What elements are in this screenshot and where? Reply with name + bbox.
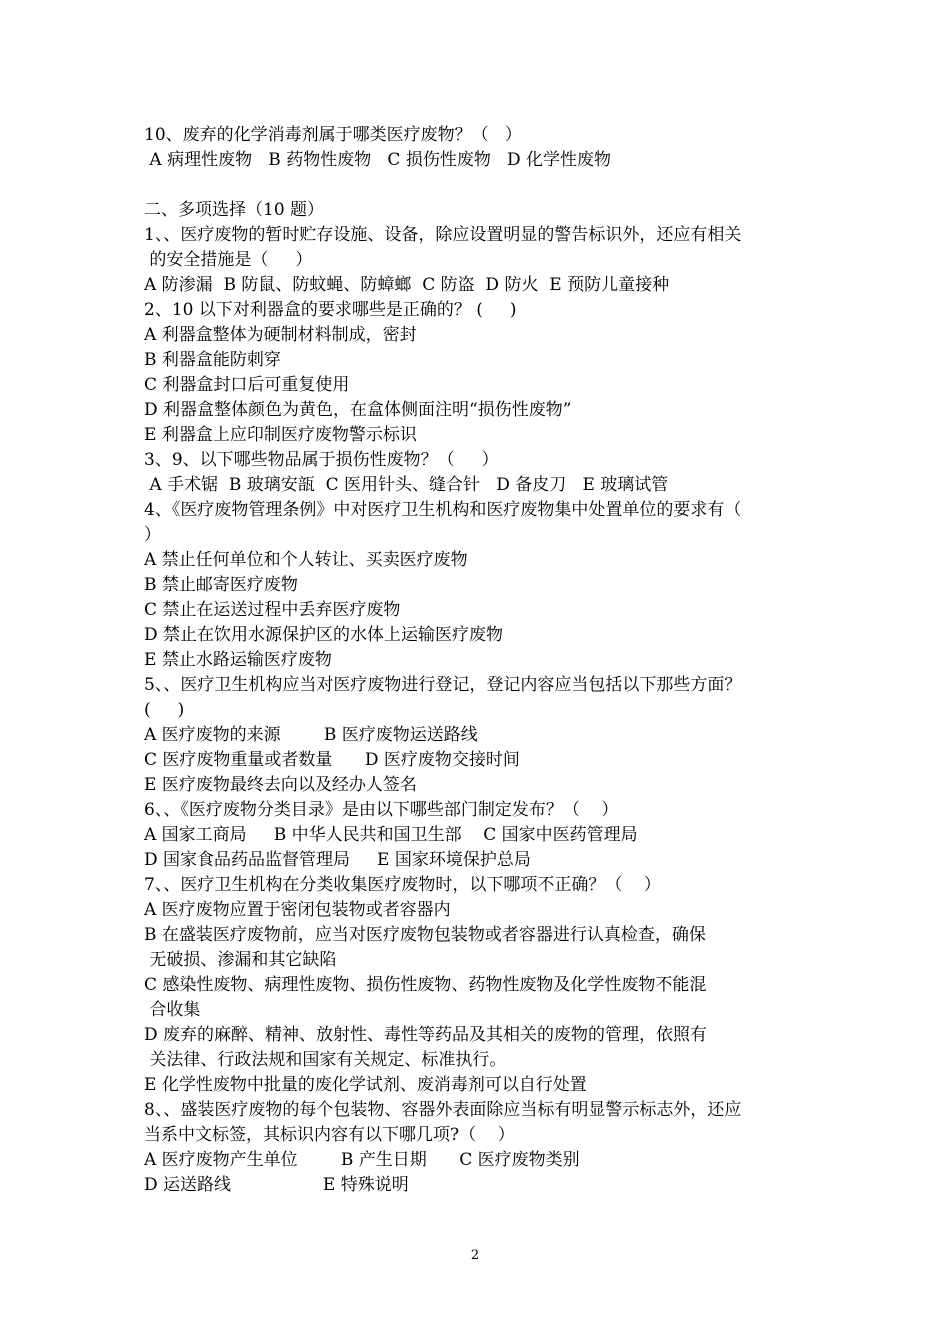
text-line: D 运送路线 E 特殊说明 — [144, 1175, 409, 1195]
text-line: 5、、医疗卫生机构应当对医疗废物进行登记，登记内容应当包括以下那些方面？ — [144, 675, 742, 695]
text-line: D 禁止在饮用水源保护区的水体上运输医疗废物 — [144, 625, 504, 645]
text-line: A 国家工商局 B 中华人民共和国卫生部 C 国家中医药管理局 — [144, 825, 638, 845]
text-line: B 禁止邮寄医疗废物 — [144, 575, 298, 595]
blank-line — [144, 173, 814, 198]
text-line: 4、《医疗废物管理条例》中对医疗卫生机构和医疗废物集中处置单位的要求有（ — [144, 500, 742, 520]
text-line: 二、多项选择（10 题） — [144, 200, 325, 220]
text-line: D 国家食品药品监督管理局 E 国家环境保护总局 — [144, 850, 531, 870]
text-line: E 化学性废物中批量的废化学试剂、废消毒剂可以自行处置 — [144, 1075, 587, 1095]
text-line: ( ) — [144, 700, 185, 720]
text-line: E 利器盒上应印制医疗废物警示标识 — [144, 425, 417, 445]
text-line: 8、、盛装医疗废物的每个包装物、容器外表面除应当标有明显警示标志外，还应 — [144, 1100, 742, 1120]
page-number: 2 — [470, 1248, 480, 1263]
text-line: A 防渗漏 B 防鼠、防蚊蝇、防蟑螂 C 防盗 D 防火 E 预防儿童接种 — [144, 275, 670, 295]
text-line: 2、10 以下对利器盒的要求哪些是正确的？ ( ) — [144, 300, 517, 320]
text-line: C 禁止在运送过程中丢弃医疗废物 — [144, 600, 401, 620]
text-line: D 废弃的麻醉、精神、放射性、毒性等药品及其相关的废物的管理，依照有 — [144, 1025, 708, 1045]
text-line: A 医疗废物产生单位 B 产生日期 C 医疗废物类别 — [144, 1150, 580, 1170]
text-line: C 利器盒封口后可重复使用 — [144, 375, 350, 395]
text-line: A 手术锯 B 玻璃安瓿 C 医用针头、缝合针 D 备皮刀 E 玻璃试管 — [144, 475, 669, 495]
text-line: A 医疗废物的来源 B 医疗废物运送路线 — [144, 725, 478, 745]
text-line: D 利器盒整体颜色为黄色，在盒体侧面注明“损伤性废物” — [144, 400, 572, 420]
text-line: A 禁止任何单位和个人转让、买卖医疗废物 — [144, 550, 468, 570]
text-line: E 禁止水路运输医疗废物 — [144, 650, 332, 670]
text-line: 无破损、渗漏和其它缺陷 — [144, 950, 337, 970]
text-line: A 医疗废物应置于密闭包装物或者容器内 — [144, 900, 451, 920]
text-line: 当系中文标签，其标识内容有以下哪几项?（ ） — [144, 1125, 515, 1145]
text-line: 3、9、以下哪些物品属于损伤性废物？（ ） — [144, 450, 499, 470]
text-line: ） — [144, 525, 161, 545]
text-line: 10、废弃的化学消毒剂属于哪类医疗废物？（ ） — [144, 125, 522, 145]
text-line: E 医疗废物最终去向以及经办人签名 — [144, 775, 417, 795]
text-line: A 利器盒整体为硬制材料制成，密封 — [144, 325, 417, 345]
text-line: 关法律、行政法规和国家有关规定、标准执行。 — [144, 1050, 507, 1070]
text-line: B 利器盒能防刺穿 — [144, 350, 281, 370]
text-line: C 医疗废物重量或者数量 D 医疗废物交接时间 — [144, 750, 520, 770]
text-line: 1、、医疗废物的暂时贮存设施、设备，除应设置明显的警告标识外，还应有相关 — [144, 225, 742, 245]
text-line: 7、、医疗卫生机构在分类收集医疗废物时，以下哪项不正确？（ ） — [144, 875, 661, 895]
page-body — [144, 123, 814, 1198]
text-line: A 病理性废物 B 药物性废物 C 损伤性废物 D 化学性废物 — [144, 150, 612, 170]
text-line: B 在盛装医疗废物前，应当对医疗废物包装物或者容器进行认真检查，确保 — [144, 925, 706, 945]
text-line: 的安全措施是（ ） — [144, 250, 313, 270]
text-line: C 感染性废物、病理性废物、损伤性废物、药物性废物及化学性废物不能混 — [144, 975, 707, 995]
text-line: 6、、《医疗废物分类目录》是由以下哪些部门制定发布？（ ） — [144, 800, 619, 820]
text-line: 合收集 — [144, 1000, 201, 1020]
